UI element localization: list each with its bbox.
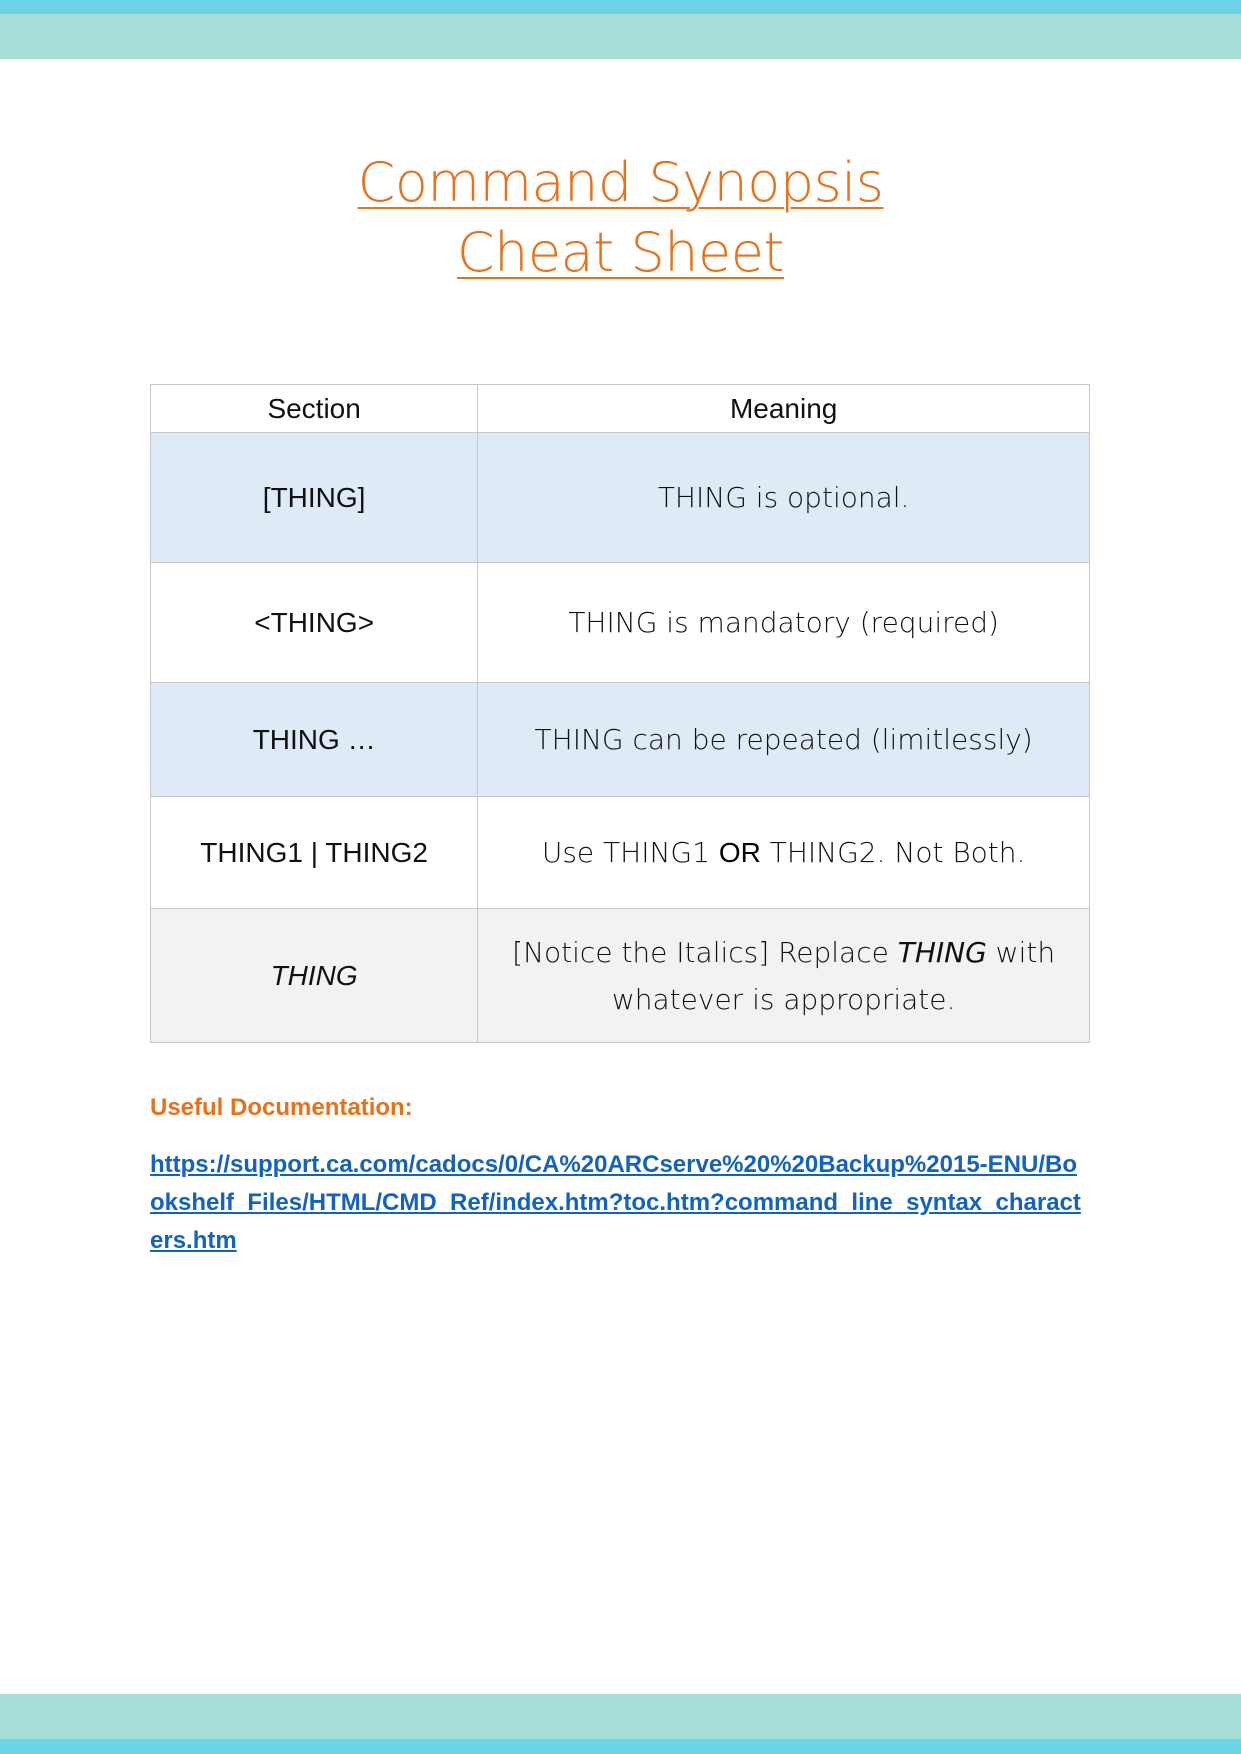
meaning-text: [Notice the Italics] Replace xyxy=(512,935,898,969)
meaning-cell: THING is mandatory (required) xyxy=(478,563,1090,683)
title-line-1: Command Synopsis xyxy=(357,151,884,214)
section-cell: THING … xyxy=(151,683,478,797)
meaning-cell xyxy=(478,797,1090,909)
meaning-emphasis: OR xyxy=(718,837,761,868)
documentation-link[interactable]: https://support.ca.com/cadocs/0/CA%20ARCserve%20%20Backup%2015-ENU/Bookshelf_Files/HTML/CMD_Ref/index.htm?toc.htm?command_line_syntax_characters.htm xyxy=(150,1151,1081,1254)
footer-band-light xyxy=(0,1694,1241,1739)
table-row xyxy=(151,797,1090,909)
page-title xyxy=(0,148,1241,288)
header-meaning: Meaning xyxy=(478,385,1090,433)
meaning-text: Use THING1 xyxy=(541,836,719,869)
meaning-emphasis: THING xyxy=(897,935,987,969)
header-band-dark xyxy=(0,0,1241,14)
table-row xyxy=(151,683,1090,797)
meaning-text: with whatever is appropriate. xyxy=(611,935,1056,1016)
section-cell: THING1 | THING2 xyxy=(151,797,478,909)
title-line-2: Cheat Sheet xyxy=(456,221,785,284)
table-row xyxy=(151,433,1090,563)
section-cell: [THING] xyxy=(151,433,478,563)
meaning-cell: THING is optional. xyxy=(478,433,1090,563)
meaning-text: THING2. Not Both. xyxy=(760,836,1026,869)
documentation-heading: Useful Documentation: xyxy=(150,1094,413,1121)
meaning-cell: THING can be repeated (limitlessly) xyxy=(478,683,1090,797)
section-cell: <THING> xyxy=(151,563,478,683)
table-row xyxy=(151,563,1090,683)
header-band-light xyxy=(0,14,1241,59)
table-row xyxy=(151,909,1090,1043)
header-section: Section xyxy=(151,385,478,433)
table-header-row xyxy=(151,385,1090,433)
meaning-cell xyxy=(478,909,1090,1043)
footer-band-dark xyxy=(0,1739,1241,1754)
section-cell: THING xyxy=(151,909,478,1043)
syntax-table xyxy=(150,384,1090,1043)
